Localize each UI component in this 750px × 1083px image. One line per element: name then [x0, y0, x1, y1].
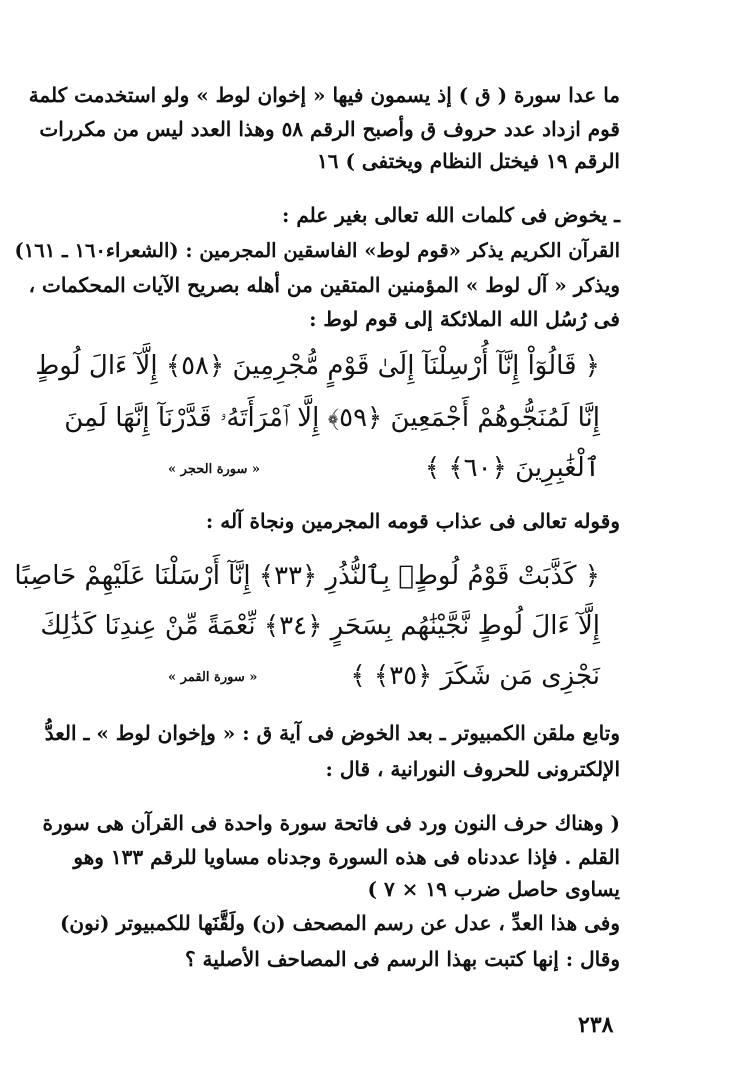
text-line: وقوله تعالى فى عذاب قومه المجرمين ونجاة آله :	[205, 509, 620, 533]
text-line: يساوى حاصل ضرب ١٩ × ٧ )	[367, 877, 620, 901]
surah-source-label: « سورة القمر »	[168, 670, 258, 685]
quran-verse-line: ﴿ قَالُوٓاْ إِنَّآ أُرْسِلْنَآ إِلَىٰ قَوْمٍ مُّجْرِمِينَ ﴿٥٨﴾ إِلَّآ ءَالَ لُوطٍ	[35, 351, 600, 381]
text-line: وفى هذا العدِّ ، عدل عن رسم المصحف (ن) ولَقَّنَها للكمبيوتر (نون)	[59, 911, 620, 935]
quran-verse-line: إِلَّآ ءَالَ لُوطٍ نَّجَّيْنَٰهُم بِسَحَرٍ ﴿٣٤﴾ نِّعْمَةً مِّنْ عِندِنَا كَذَٰلِكَ	[40, 611, 600, 641]
surah-source-label: « سورة الحجر »	[168, 462, 261, 477]
text-line: وتابع ملقن الكمبيوتر ـ بعد الخوض فى آية ق : « وإخوان لوط » ـ العدُّ	[44, 721, 620, 745]
text-line: الإلكترونى للحروف النورانية ، قال :	[325, 757, 620, 781]
quran-verse-line: إِنَّا لَمُنَجُّوهُمْ أَجْمَعِينَ ﴿٥٩﴾ إِلَّا ٱمْرَأَتَهُۥ قَدَّرْنَآ إِنَّهَا لَمِنَ	[64, 403, 600, 433]
text-line: وقال : إنها كتبت بهذا الرسم فى المصاحف الأصلية ؟	[184, 947, 620, 971]
quran-verse-line: ٱلْغَٰبِرِينَ ﴿٦٠﴾ ﴾	[424, 453, 600, 483]
quran-verse-line: نَجْزِى مَن شَكَرَ ﴿٣٥﴾ ﴾	[350, 661, 600, 691]
page-number: ٢٣٨	[578, 1012, 614, 1038]
text-line: الرقم ١٩ فيختل النظام ويختفى ) ١٦	[317, 149, 620, 173]
text-line: ـ يخوض فى كلمات الله تعالى بغير علم :	[281, 203, 620, 227]
text-line: القرآن الكريم يذكر «قوم لوط» الفاسقين المجرمين : (الشعراء١٦٠ ـ ١٦١)	[14, 239, 620, 262]
text-line: فى رُسُل الله الملائكة إلى قوم لوط :	[309, 307, 620, 331]
text-line: ( وهناك حرف النون ورد فى فاتحة سورة واحدة فى القرآن هى سورة	[42, 811, 620, 835]
text-line: ويذكر « آل لوط » المؤمنين المتقين من أهله بصريح الآيات المحكمات ،	[28, 273, 620, 297]
text-line: القلم . فإذا عددناه فى هذه السورة وجدناه مساويا للرقم ١٣٣ وهو	[73, 845, 620, 869]
text-line: قوم ازداد عدد حروف ق وأصبح الرقم ٥٨ وهذا العدد ليس من مكررات	[39, 117, 620, 141]
quran-verse-line: ﴿ كَذَّبَتْ قَوْمُ لُوطٍۭ بِٱلنُّذُرِ ﴿٣٣﴾ إِنَّآ أَرْسَلْنَا عَلَيْهِمْ حَاصِبًا	[14, 561, 600, 591]
text-line: ما عدا سورة ( ق ) إذ يسمون فيها « إخوان لوط » ولو استخدمت كلمة	[28, 83, 620, 107]
